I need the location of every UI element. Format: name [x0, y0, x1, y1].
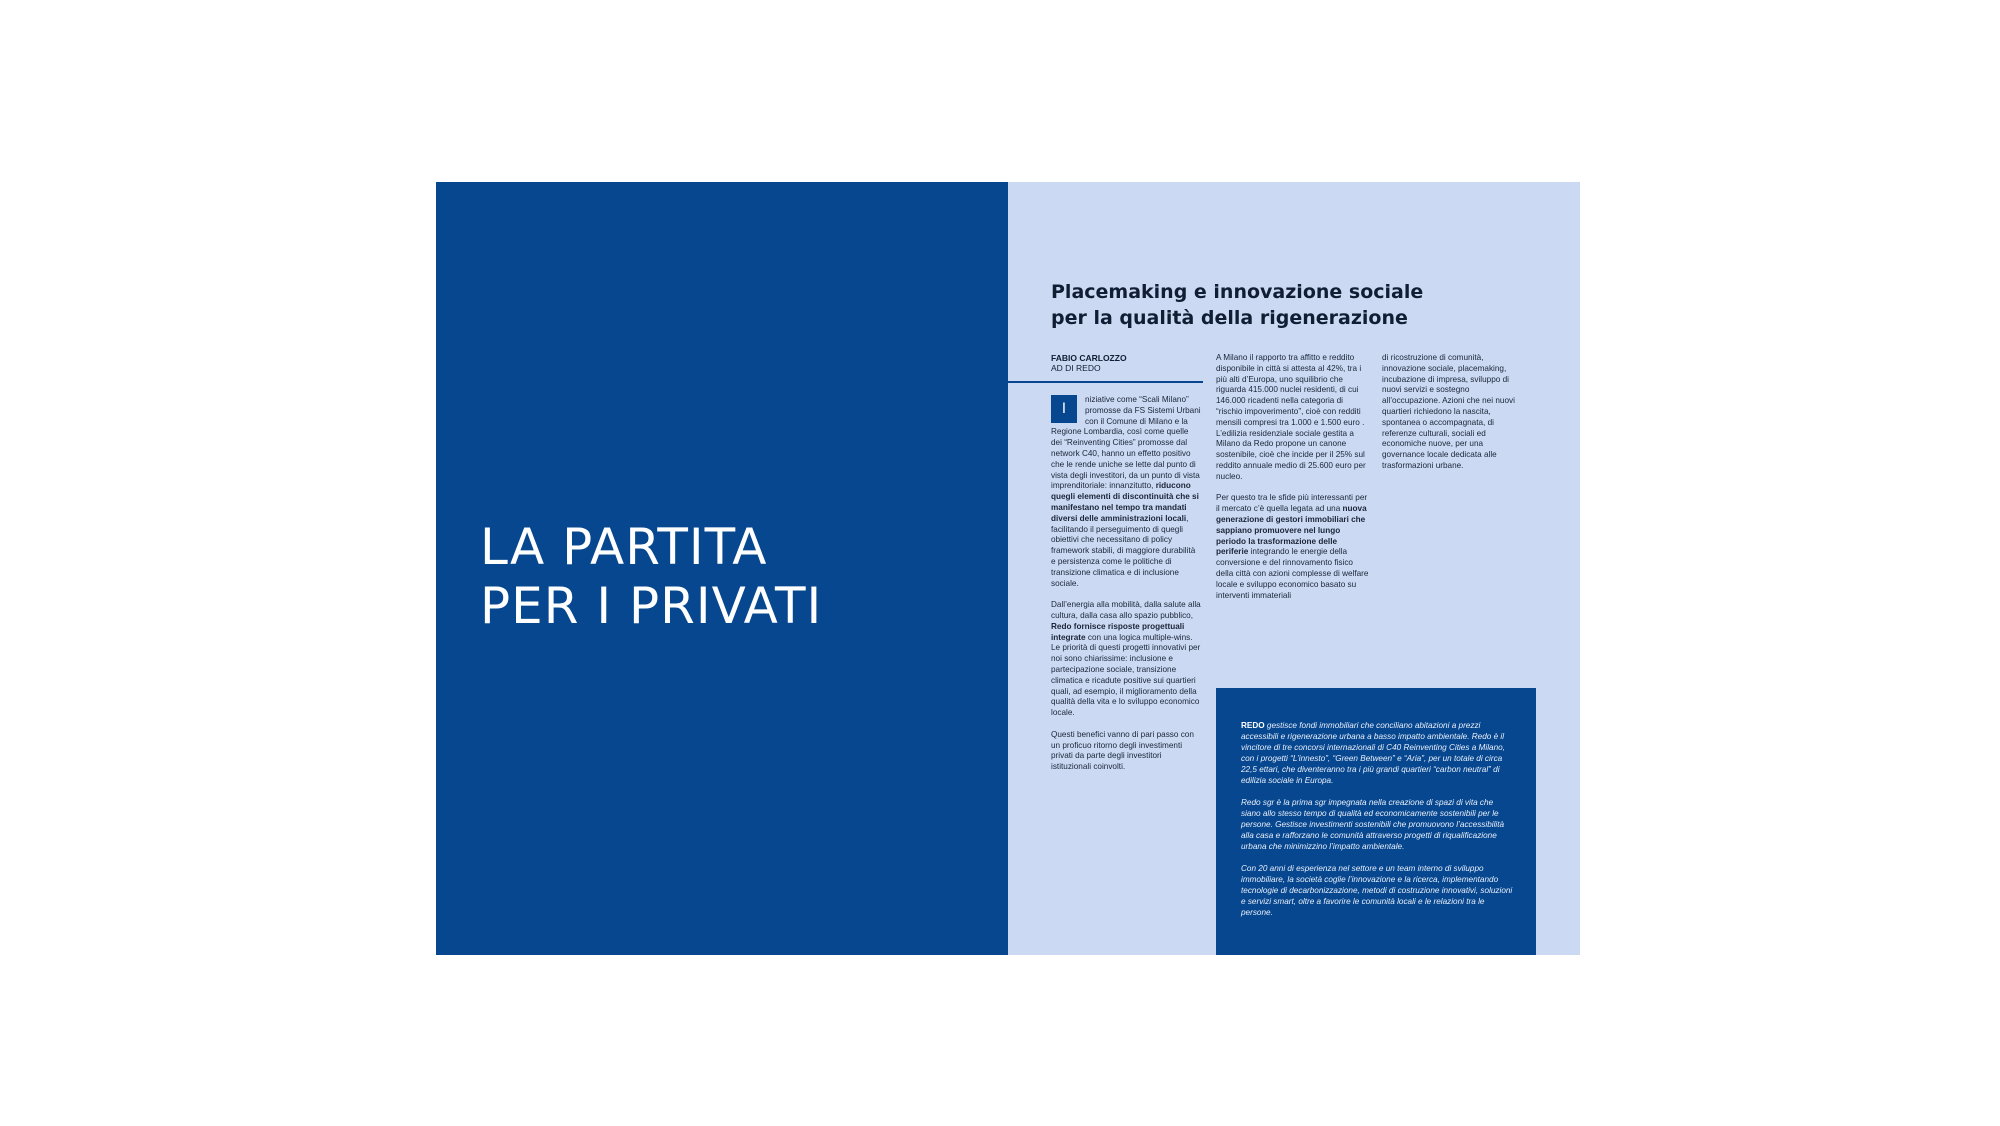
magazine-spread [436, 182, 1580, 955]
text-run: integrando le energie della conversione e del rinnovamento fisico della città con azioni complesse di welfare locale e sviluppo economico basato su interventi immateriali [1216, 547, 1369, 600]
text-run: Le priorità di questi progetti innovativi per noi sono chiarissime: inclusione e partecipazione sociale, transizione climatica e ricadute positive sui quartieri quali, ad esempio, il miglioramento della qualità della vita e lo sviluppo economico locale. [1051, 643, 1201, 718]
author-byline [1051, 353, 1127, 373]
bold-text: Redo fornisce risposte progettuali integrate [1051, 621, 1185, 642]
sidebar-box-text [1241, 720, 1513, 929]
paragraph [1216, 493, 1371, 601]
bold-text: riducono quegli elementi di discontinuità che si manifestano nel tempo tra mandati diversi delle amministrazioni locali [1051, 481, 1199, 523]
author-role: AD DI REDO [1051, 363, 1101, 373]
text-run: Per questo tra le sfide più interessanti per il mercato c’è quella legata ad una [1216, 493, 1368, 514]
paragraph [1051, 600, 1201, 719]
paragraph [1051, 395, 1201, 589]
text-run: niziative come “Scali Milano” promosse da FS Sistemi Urbani con il Comune di Milano e la Regione Lombardia, così come quelle dei “Reinventing Cities” promosse dal network C40, hanno un effetto positivo che le rende uniche se lette dal punto di vista degli investitori, da un punto di vista imprenditoriale: innanzitutto, [1051, 395, 1201, 491]
text-run: con una logica multiple-wins. [1085, 632, 1193, 642]
paragraph: A Milano il rapporto tra affitto e reddito disponibile in città si attesta al 42%, tra i più alti d’Europa, uno squilibrio che riguarda 415.000 nuclei residenti, di cui 146.000 ricadenti nella categoria di “rischio impoverimento”, cioè con redditi mensili compresi tra 1.000 e 1.500 euro . L’edilizia residenziale sociale gestita a Milano da Redo propone un canone sostenibile, cioè che incide per il 25% sul reddito annuale medio di 25.600 euro per nucleo. [1216, 353, 1366, 481]
paragraph: Con 20 anni di esperienza nel settore e un team interno di sviluppo immobiliare, la società coglie l’innovazione e la ricerca, implementando tecnologie di decarbonizzazione, metodi di costruzione innovativi, soluzioni e servizi smart, oltre a favorire le comunità locali e le relazioni tra le persone. [1241, 864, 1513, 917]
text-run: Dall’energia alla mobilità, dalla salute alla cultura, dalla casa allo spazio pubblico, [1051, 600, 1201, 620]
sidebar-box [1216, 688, 1536, 955]
page-title-line-1: LA PARTITA [480, 517, 768, 576]
page-title [480, 518, 822, 636]
right-page [1008, 182, 1580, 955]
paragraph [1241, 720, 1513, 786]
bold-text: nuova generazione di gestori immobiliari che sappiano promuovere nel lungo periodo la trasformazione delle periferie [1216, 504, 1367, 557]
text-run: gestisce fondi immobiliari che conciliano abitazioni a prezzi accessibili e rigenerazione urbana a basso impatto ambientale. Redo è il vincitore di tre concorsi internazionali di C40 Reinventing Cities a Milano, con i progetti “L’innesto”, “Green Between” e “Aria”, per un totale di circa 22,5 ettari, che diventeranno tra i più grandi quartieri “carbon neutral” di edilizia sociale in Europa. [1241, 721, 1505, 785]
paragraph: di ricostruzione di comunità, innovazione sociale, placemaking, incubazione di impresa, sviluppo di nuovi servizi e sostegno all’occupazione. Azioni che nei nuovi quartieri richiedono la nascita, spontanea o accompagnata, di referenze culturali, sociali ed economiche nuove, per una governance locale dedicata alle trasformazioni urbane. [1382, 353, 1515, 470]
bold-text: REDO [1241, 721, 1265, 730]
byline-divider [1008, 381, 1203, 383]
paragraph: Questi benefici vanno di pari passo con un proficuo ritorno degli investimenti privati da parte degli investitori istituzionali coinvolti. [1051, 729, 1194, 772]
text-column-1 [1051, 395, 1201, 784]
article-title [1051, 279, 1423, 331]
paragraph: Redo sgr è la prima sgr impegnata nella creazione di spazi di vita che siano allo stesso tempo di qualità ed economicamente sostenibili per le persone. Gestisce investimenti sostenibili che promuovono l’accessibilità alla casa e rafforzano le comunità attraverso progetti di riqualificazione urbana che minimizzino l’impatto ambientale. [1241, 798, 1505, 851]
author-name: FABIO CARLOZZO [1051, 353, 1127, 363]
text-column-3 [1382, 353, 1527, 483]
dropcap: I [1051, 395, 1077, 423]
article-title-line-2: per la qualità della rigenerazione [1051, 306, 1408, 329]
article-title-line-1: Placemaking e innovazione sociale [1051, 280, 1424, 303]
page-title-line-2: PER I PRIVATI [480, 576, 823, 635]
left-page [436, 182, 1008, 955]
text-column-2 [1216, 353, 1371, 612]
text-run: , facilitando il perseguimento di quegli obiettivi che necessitano di policy framework stabili, di maggiore durabilità e persistenza come le politiche di transizione climatica e di inclusione sociale. [1051, 513, 1196, 588]
